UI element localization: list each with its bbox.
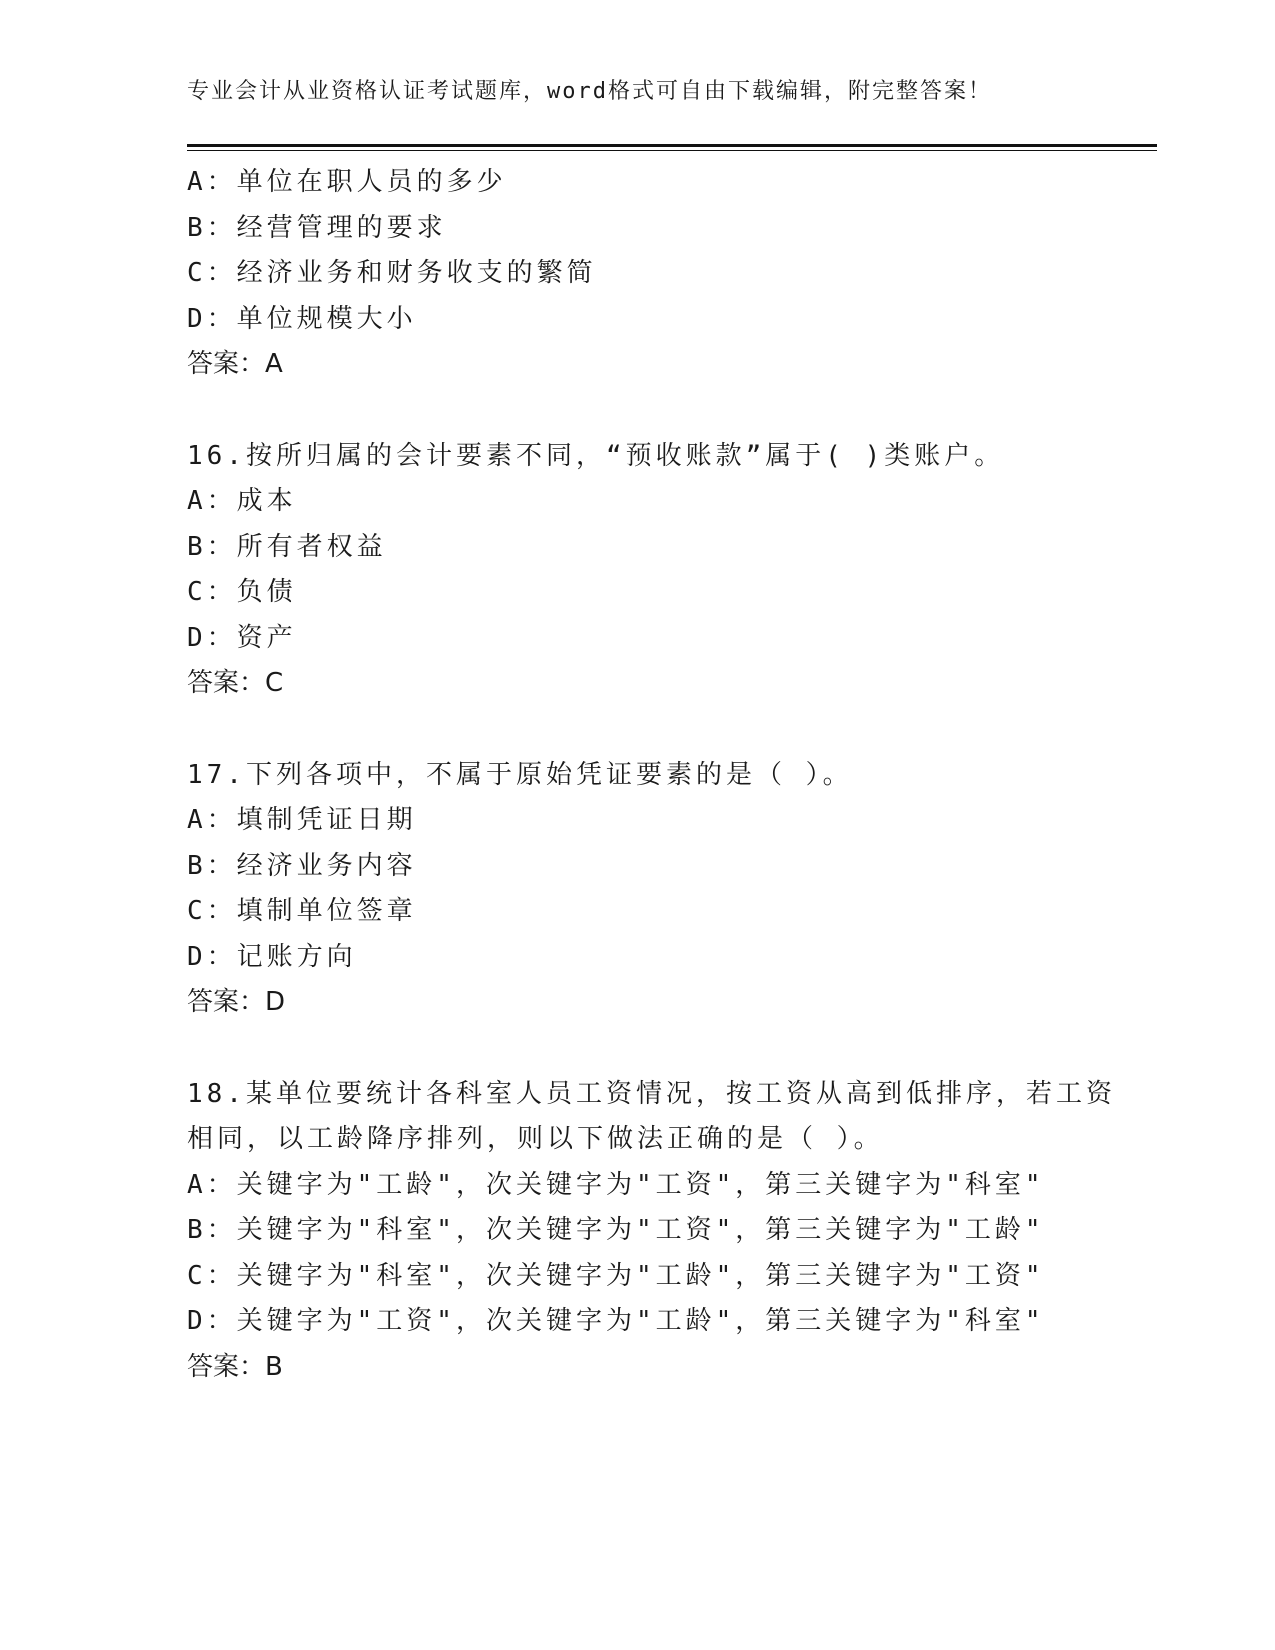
- option-c: C：经济业务和财务收支的繁简: [187, 258, 597, 288]
- option-c: C：负债: [187, 577, 297, 607]
- option-c: C：填制单位签章: [187, 896, 417, 926]
- question-gap: [187, 388, 1087, 434]
- option-d: D：单位规模大小: [187, 303, 417, 334]
- option-d: D：关键字为"工资"，次关键字为"工龄"，第三关键字为"科室": [187, 1306, 1045, 1336]
- option-c: C：关键字为"科室"，次关键字为"工龄"，第三关键字为"工资": [187, 1260, 1045, 1291]
- option-a: A：填制凭证日期: [187, 805, 417, 835]
- option-b: B：所有者权益: [187, 531, 387, 562]
- question-stem-line-2: 相同，以工龄降序排列，则以下做法正确的是（ ）。: [187, 1124, 884, 1154]
- question-16: [187, 434, 1087, 707]
- question-18: [187, 1072, 1116, 1391]
- question-gap: [187, 1026, 1087, 1072]
- answer-line: 答案：C: [187, 668, 284, 698]
- answer-line: 答案：D: [187, 987, 286, 1017]
- question-17: [187, 753, 1087, 1026]
- option-d: D：资产: [187, 622, 297, 653]
- question-list: [187, 160, 1116, 1390]
- option-b: B：关键字为"科室"，次关键字为"工资"，第三关键字为"工龄": [187, 1215, 1045, 1245]
- option-d: D：记账方向: [187, 941, 357, 972]
- header-rule-thick: [187, 144, 1157, 147]
- answer-line: 答案：A: [187, 349, 283, 379]
- question-stem-line-1: 18.某单位要统计各科室人员工资情况，按工资从高到低排序，若工资: [187, 1078, 1116, 1109]
- option-a: A：单位在职人员的多少: [187, 167, 507, 197]
- option-a: A：成本: [187, 486, 297, 516]
- answer-line: 答案：B: [187, 1351, 283, 1382]
- header-rule-thin: [187, 150, 1157, 151]
- question-stem: 17.下列各项中，不属于原始凭证要素的是（ ）。: [187, 759, 853, 790]
- option-b: B：经济业务内容: [187, 850, 417, 881]
- question-stem: 16.按所归属的会计要素不同，“预收账款”属于( )类账户。: [187, 440, 1005, 471]
- question-15: [187, 160, 1087, 388]
- option-a: A：关键字为"工龄"，次关键字为"工资"，第三关键字为"科室": [187, 1169, 1045, 1200]
- page-header: 专业会计从业资格认证考试题库，word格式可自由下载编辑，附完整答案！: [187, 79, 992, 104]
- question-gap: [187, 707, 1087, 753]
- option-b: B：经营管理的要求: [187, 212, 447, 243]
